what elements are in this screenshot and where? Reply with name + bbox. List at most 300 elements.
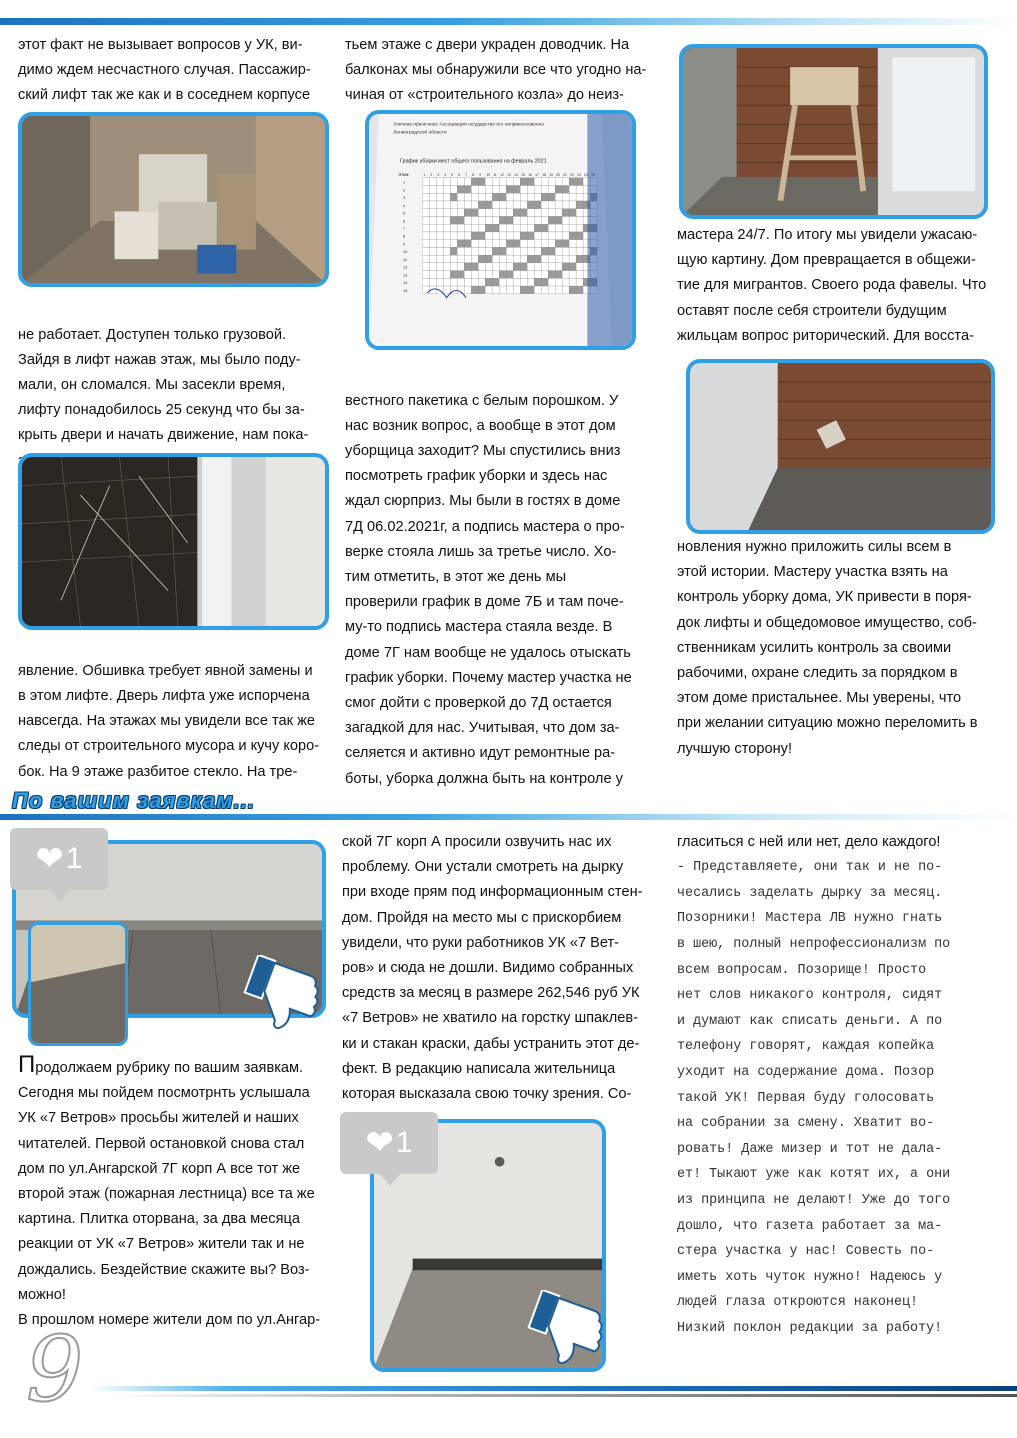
text-line: этот факт не вызывает вопросов у УК, ви-	[18, 37, 303, 53]
schedule-cell	[478, 240, 485, 248]
schedule-cell	[443, 286, 450, 294]
text-line: мали, он сломался. Мы засекли время,	[18, 377, 286, 394]
schedule-cell	[478, 201, 485, 209]
schedule-cell	[436, 209, 443, 217]
schedule-cell	[527, 216, 534, 224]
schedule-cell	[429, 216, 436, 224]
schedule-cell	[527, 278, 534, 286]
schedule-cell	[576, 193, 583, 201]
schedule-cell	[464, 201, 471, 209]
text-line: реакции от УК «7 Ветров» жители так и не	[18, 1236, 305, 1253]
schedule-cell	[429, 178, 436, 186]
schedule-cell	[576, 232, 583, 240]
schedule-day-label: 18	[542, 172, 546, 177]
schedule-cell	[527, 224, 534, 232]
schedule-cell	[562, 263, 569, 271]
schedule-cell	[485, 232, 492, 240]
schedule-title: График уборки мест общего пользования на февраль 2021	[400, 158, 547, 165]
schedule-cell	[527, 178, 534, 186]
schedule-cell	[429, 263, 436, 271]
text-line: селяется и активно идут ремонтные ра-	[345, 745, 616, 762]
schedule-cell	[436, 271, 443, 279]
schedule-cell	[450, 216, 457, 224]
schedule-day-label: 9	[479, 172, 482, 177]
schedule-cell	[562, 201, 569, 209]
text-line: всем вопросам. Позорище! Просто	[677, 962, 927, 978]
text-line: проверили график в доме 7Б и там поче-	[345, 594, 624, 611]
schedule-cell	[534, 193, 541, 201]
schedule-day-label: 1	[423, 172, 426, 177]
schedule-cell	[464, 193, 471, 201]
photo-cleaning-schedule	[365, 110, 636, 350]
text-line: при входе прям под информационным стен-	[342, 884, 643, 901]
schedule-cell	[548, 247, 555, 255]
text-line: и думают как списать деньги. А по	[677, 1013, 943, 1029]
schedule-cell	[499, 286, 506, 294]
schedule-cell	[485, 286, 492, 294]
schedule-cell	[534, 240, 541, 248]
text-line: в этом лифте. Дверь лифта уже испорчена	[18, 688, 310, 705]
schedule-cell	[450, 255, 457, 263]
schedule-cell	[443, 263, 450, 271]
schedule-cell	[555, 201, 562, 209]
schedule-day-label: 4	[444, 172, 447, 177]
schedule-cell	[506, 247, 513, 255]
schedule-cell	[492, 286, 499, 294]
schedule-cell	[485, 178, 492, 186]
schedule-cell	[436, 263, 443, 271]
schedule-cell	[569, 193, 576, 201]
schedule-cell	[499, 232, 506, 240]
text-line: Низкий поклон редакции за работу!	[677, 1320, 943, 1336]
schedule-cell	[429, 255, 436, 263]
schedule-cell	[506, 193, 513, 201]
schedule-cell	[485, 247, 492, 255]
schedule-cell	[443, 247, 450, 255]
schedule-cell	[562, 247, 569, 255]
text-line: ровать! Даже мизер и тот не дала-	[677, 1141, 943, 1157]
schedule-cell	[555, 178, 562, 186]
schedule-cell	[541, 178, 548, 186]
schedule-floor-label: 14	[402, 280, 408, 286]
schedule-cell	[464, 286, 471, 294]
schedule-cell	[443, 278, 450, 286]
schedule-cell	[429, 278, 436, 286]
schedule-floor-label: 2	[402, 187, 406, 193]
schedule-cell	[569, 247, 576, 255]
schedule-floor-label: 7	[402, 226, 406, 231]
schedule-cell	[478, 278, 485, 286]
schedule-cell	[471, 216, 478, 224]
schedule-cell	[429, 209, 436, 217]
schedule-cell	[506, 178, 513, 186]
text-line: уходит на содержание дома. Позор	[677, 1064, 935, 1080]
schedule-cell	[534, 255, 541, 263]
text-line: димо ждем несчастного случая. Пассажир-	[18, 62, 311, 79]
schedule-cell	[492, 193, 499, 201]
photo-balcony-corner	[686, 359, 995, 534]
schedule-cell	[541, 224, 548, 232]
schedule-cell	[450, 271, 457, 279]
schedule-cell	[548, 186, 555, 194]
schedule-floor-label: 12	[402, 264, 408, 270]
text-line: фект. В редакцию написала жительница	[342, 1060, 616, 1077]
text-line: чиная от «строительного козла» до неиз-	[345, 87, 624, 104]
schedule-cell	[422, 201, 429, 209]
text-line: ский лифт так же как и в соседнем корпусе	[18, 87, 311, 104]
schedule-cell	[429, 201, 436, 209]
text-line: Зайдя в лифт нажав этаж, мы было поду-	[18, 351, 301, 368]
schedule-cell	[534, 186, 541, 194]
schedule-day-label: 24	[584, 172, 588, 177]
schedule-cell	[429, 271, 436, 279]
schedule-cell	[520, 216, 527, 224]
schedule-cell	[422, 209, 429, 217]
schedule-cell	[527, 271, 534, 279]
text-line: Сегодня мы пойдем посмотрнть услышала	[18, 1085, 310, 1102]
text-line: нет слов никакого контроля, сидят	[677, 988, 943, 1004]
schedule-cell	[450, 209, 457, 217]
schedule-cell	[513, 186, 520, 194]
schedule-cell	[541, 232, 548, 240]
schedule-cell	[562, 278, 569, 286]
schedule-cell	[534, 201, 541, 209]
schedule-cell	[429, 240, 436, 248]
schedule-cell	[485, 240, 492, 248]
schedule-cell	[450, 186, 457, 194]
schedule-cell	[429, 232, 436, 240]
schedule-cell	[569, 224, 576, 232]
text-line: дождались. Бездействие скажите вы? Воз-	[18, 1261, 310, 1278]
schedule-cell	[541, 186, 548, 194]
schedule-cell	[471, 209, 478, 217]
schedule-day-label: 5	[451, 172, 454, 177]
schedule-cell	[520, 178, 527, 186]
schedule-cell	[450, 263, 457, 271]
schedule-cell	[471, 193, 478, 201]
schedule-cell	[569, 255, 576, 263]
schedule-cell	[492, 232, 499, 240]
schedule-cell	[555, 271, 562, 279]
text-line: явление. Обшивка требует явной замены и	[18, 662, 313, 679]
schedule-cell	[513, 271, 520, 279]
schedule-cell	[429, 186, 436, 194]
schedule-cell	[562, 255, 569, 263]
schedule-cell	[478, 193, 485, 201]
schedule-cell	[478, 209, 485, 217]
schedule-cell	[485, 216, 492, 224]
schedule-cell	[562, 240, 569, 248]
text-line: навсегда. На этажах мы увидели все так же	[18, 713, 315, 730]
schedule-header-1: Уличная прачечная: Ассоциация государство его неприкосновенно	[393, 122, 544, 128]
schedule-cell	[506, 224, 513, 232]
schedule-cell	[492, 216, 499, 224]
text-line: мастера 24/7. По итогу мы увидели ужасаю-	[677, 227, 978, 243]
schedule-cell	[422, 186, 429, 194]
schedule-cell	[422, 178, 429, 186]
schedule-day-label: 23	[577, 172, 581, 177]
heart-icon: ❤	[365, 1124, 394, 1162]
text-line: людей глаза откроются наконец!	[677, 1295, 919, 1311]
schedule-cell	[513, 193, 520, 201]
schedule-cell	[555, 193, 562, 201]
text-line: при желании ситуацию можно переломить в	[677, 715, 978, 732]
text-line: телефону говорят, каждая копейка	[677, 1039, 935, 1055]
schedule-cell	[520, 201, 527, 209]
schedule-cell	[548, 224, 555, 232]
schedule-cell	[457, 247, 464, 255]
schedule-cell	[541, 193, 548, 201]
schedule-cell	[520, 263, 527, 271]
schedule-cell	[555, 232, 562, 240]
schedule-cell	[548, 193, 555, 201]
text-line: оставят после себя строители будущим	[677, 302, 947, 319]
section-title: По вашим заявкам...	[12, 788, 255, 813]
schedule-cell	[443, 193, 450, 201]
schedule-cell	[450, 247, 457, 255]
schedule-cell	[478, 232, 485, 240]
schedule-cell	[499, 201, 506, 209]
schedule-cell	[548, 286, 555, 294]
schedule-cell	[513, 178, 520, 186]
schedule-cell	[499, 186, 506, 194]
schedule-cell	[422, 286, 429, 294]
schedule-day-label: 21	[563, 172, 567, 177]
schedule-cell	[506, 278, 513, 286]
schedule-cell	[422, 278, 429, 286]
text-line: в шею, полный непрофессионализм по	[677, 936, 951, 952]
schedule-cell	[562, 186, 569, 194]
schedule-floor-label: 9	[402, 241, 406, 247]
schedule-cell	[569, 201, 576, 209]
schedule-day-label: 14	[514, 172, 518, 177]
schedule-header-2: Ленинградской области	[393, 130, 447, 136]
schedule-cell	[576, 286, 583, 294]
schedule-cell	[548, 178, 555, 186]
schedule-cell	[464, 232, 471, 240]
like-count: 1	[65, 842, 83, 875]
schedule-cell	[555, 247, 562, 255]
schedule-cell	[548, 255, 555, 263]
schedule-cell	[520, 286, 527, 294]
text-line: дом по ул.Ангарской 7Г корп А все тот же	[18, 1160, 301, 1177]
schedule-cell	[492, 271, 499, 279]
schedule-cell	[534, 209, 541, 217]
text-line: В прошлом номере жители дом по ул.Ангар-	[18, 1312, 321, 1329]
text-line: смог дойти с проверкой до 7Д остается	[345, 695, 612, 712]
schedule-day-label: 2	[430, 172, 433, 177]
schedule-cell	[513, 278, 520, 286]
schedule-cell	[485, 186, 492, 194]
text-line: дошло, что газета работает за ма-	[677, 1218, 943, 1234]
schedule-cell	[513, 286, 520, 294]
schedule-cell	[450, 178, 457, 186]
schedule-cell	[422, 263, 429, 271]
top-gradient-bar	[0, 18, 1017, 25]
text-line: уборщица заходит? Мы спустились вниз	[345, 443, 621, 460]
schedule-floor-label: 8	[402, 233, 406, 239]
schedule-cell	[506, 232, 513, 240]
schedule-cell	[443, 209, 450, 217]
schedule-cell	[471, 263, 478, 271]
schedule-cell	[485, 224, 492, 232]
heart-icon: ❤	[35, 840, 64, 878]
schedule-cell	[534, 263, 541, 271]
bottom-gradient-bar	[90, 1386, 1017, 1391]
schedule-day-label: 20	[556, 172, 560, 177]
schedule-cell	[513, 232, 520, 240]
schedule-cell	[555, 240, 562, 248]
schedule-cell	[499, 216, 506, 224]
text-line: ждал сюрприз. Мы были в гостях в доме	[345, 493, 621, 510]
schedule-cell	[450, 224, 457, 232]
schedule-cell	[513, 247, 520, 255]
text-line: которая высказала свою точку зрения. Со-	[342, 1086, 632, 1103]
text-line: такой УК! Первая буду голосовать	[677, 1090, 935, 1106]
schedule-cell	[478, 216, 485, 224]
text-line: новления нужно приложить силы всем в	[677, 539, 952, 556]
schedule-cell	[492, 178, 499, 186]
schedule-cell	[457, 186, 464, 194]
text-line: лучшую сторону!	[677, 740, 792, 757]
schedule-cell	[464, 278, 471, 286]
schedule-cell	[534, 232, 541, 240]
schedule-cell	[478, 255, 485, 263]
schedule-cell	[464, 178, 471, 186]
schedule-cell	[443, 216, 450, 224]
text-line: иметь хоть чуток нужно! Надеюсь у	[677, 1269, 943, 1285]
schedule-cell	[569, 271, 576, 279]
text-line: щую картину. Дом превращается в общежи-	[677, 252, 976, 269]
text-line: нас возник вопрос, а вообще в этот дом	[345, 417, 616, 434]
schedule-cell	[464, 216, 471, 224]
text-line: крыть двери и начать движение, нам пока-	[18, 427, 309, 444]
schedule-cell	[464, 247, 471, 255]
schedule-row-head: Этаж	[398, 171, 409, 177]
schedule-cell	[485, 278, 492, 286]
schedule-cell	[450, 193, 457, 201]
schedule-cell	[499, 263, 506, 271]
schedule-cell	[450, 201, 457, 209]
text-line: рабочими, охране следить за порядком в	[677, 665, 958, 682]
schedule-cell	[562, 271, 569, 279]
schedule-floor-label: 15	[402, 287, 408, 293]
schedule-day-label: 7	[465, 172, 468, 177]
photo-balcony-sawhorse	[679, 44, 988, 219]
schedule-cell	[534, 278, 541, 286]
schedule-cell	[513, 255, 520, 263]
text-line: чесались заделать дырку за месяц.	[677, 885, 943, 901]
schedule-cell	[492, 263, 499, 271]
schedule-day-label: 11	[493, 172, 497, 177]
schedule-cell	[506, 201, 513, 209]
schedule-cell	[485, 193, 492, 201]
schedule-cell	[527, 209, 534, 217]
schedule-cell	[534, 224, 541, 232]
schedule-floor-label: 6	[402, 218, 406, 224]
schedule-cell	[527, 247, 534, 255]
schedule-floor-label: 13	[402, 272, 408, 278]
photo-broken-glass	[18, 453, 329, 630]
schedule-cell	[548, 263, 555, 271]
text-line: ров» и сюда не дошли. Видимо собранных	[342, 960, 634, 977]
schedule-cell	[548, 271, 555, 279]
schedule-cell	[429, 247, 436, 255]
schedule-floor-label: 3	[402, 195, 406, 201]
schedule-cell	[443, 240, 450, 248]
bottom-column-3	[677, 830, 1007, 1341]
schedule-cell	[492, 255, 499, 263]
schedule-cell	[548, 216, 555, 224]
schedule-floor-label: 5	[402, 210, 406, 216]
text-line: график уборки. Почему мастер участка не	[345, 669, 632, 686]
text-line: ственникам усилить контроль за своими	[677, 639, 952, 656]
schedule-cell	[471, 255, 478, 263]
schedule-cell	[506, 271, 513, 279]
schedule-day-label: 13	[507, 172, 511, 177]
bottom-grey-bar	[110, 1394, 1017, 1397]
schedule-cell	[457, 193, 464, 201]
schedule-floor-label: 1	[402, 179, 406, 185]
schedule-cell	[562, 193, 569, 201]
schedule-cell	[485, 209, 492, 217]
text-line: вестного пакетика с белым порошком. У	[345, 392, 619, 409]
schedule-day-label: 6	[458, 172, 461, 177]
schedule-cell	[457, 255, 464, 263]
schedule-cell	[548, 201, 555, 209]
text-line: посмотреть график уборки и здесь нас	[345, 468, 608, 485]
schedule-cell	[457, 216, 464, 224]
schedule-cell	[485, 201, 492, 209]
schedule-cell	[541, 278, 548, 286]
schedule-cell	[562, 224, 569, 232]
text-line: ской 7Г корп А просили озвучить нас их	[342, 834, 612, 850]
schedule-floor-label: 11	[402, 256, 407, 262]
schedule-cell	[527, 240, 534, 248]
schedule-cell	[457, 271, 464, 279]
schedule-cell	[457, 278, 464, 286]
schedule-cell	[569, 186, 576, 194]
schedule-cell	[555, 224, 562, 232]
schedule-cell	[499, 240, 506, 248]
like-badge-2	[340, 1112, 438, 1174]
schedule-cell	[569, 240, 576, 248]
schedule-cell	[541, 263, 548, 271]
schedule-cell	[520, 209, 527, 217]
schedule-cell	[534, 216, 541, 224]
schedule-cell	[576, 186, 583, 194]
text-line: читателей. Первой остановкой снова стал	[18, 1135, 305, 1152]
schedule-cell	[513, 201, 520, 209]
schedule-cell	[443, 186, 450, 194]
schedule-cell	[436, 240, 443, 248]
schedule-cell	[499, 278, 506, 286]
text-line: средств за месяц в размере 262,546 руб УК	[342, 985, 640, 1002]
schedule-cell	[436, 186, 443, 194]
thumbs-down-icon	[236, 955, 326, 1035]
schedule-cell	[555, 263, 562, 271]
schedule-cell	[443, 232, 450, 240]
schedule-cell	[562, 286, 569, 294]
schedule-cell	[576, 201, 583, 209]
schedule-cell	[457, 201, 464, 209]
schedule-cell	[450, 232, 457, 240]
schedule-day-label: 12	[500, 172, 504, 177]
schedule-cell	[499, 193, 506, 201]
text-line: 7Д 06.02.2021г, а подпись мастера о про-	[345, 518, 625, 535]
schedule-cell	[569, 278, 576, 286]
photo-stair-inset	[28, 922, 128, 1046]
